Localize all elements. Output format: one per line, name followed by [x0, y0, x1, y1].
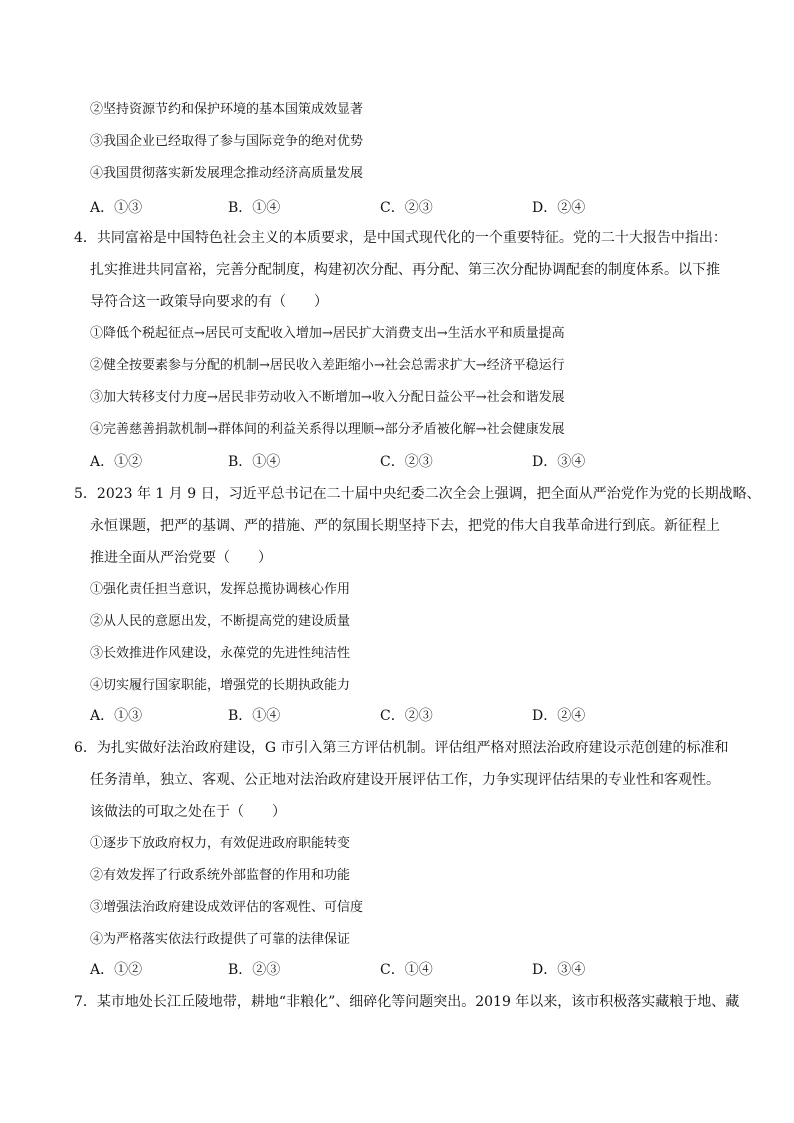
choice-b[interactable]: B．①④	[228, 708, 281, 724]
option-3: ③长效推进作风建设，永葆党的先进性纯洁性	[90, 646, 351, 661]
question-stem: 6．为扎实做好法治政府建设，G 市引入第三方评估机制。评估组严格对照法治政府建设示范创建的标准和	[74, 740, 729, 756]
option-2: ②从人民的意愿出发，不断提高党的建设质量	[90, 614, 351, 629]
option-4: ④为严格落实依法行政提供了可靠的法律保证	[90, 932, 351, 947]
choice-c[interactable]: C．②③	[380, 708, 433, 724]
answer-choices	[90, 960, 690, 980]
question-stem: 5．2023 年 1 月 9 日，习近平总书记在二十届中央纪委二次全会上强调，把全面从严治党作为党的长期战略、	[74, 486, 761, 502]
option-1: ①降低个税起征点→居民可支配收入增加→居民扩大消费支出→生活水平和质量提高	[90, 326, 565, 341]
choice-b[interactable]: B．①④	[228, 200, 281, 216]
question-stem: 7．某市地处长江丘陵地带，耕地“非粮化”、细碎化等问题突出。2019 年以来，该市积极落实藏粮于地、藏	[74, 994, 740, 1010]
option-1: ①逐步下放政府权力，有效促进政府职能转变	[90, 836, 351, 851]
answer-choices	[90, 198, 690, 218]
option-1: ①强化责任担当意识，发挥总揽协调核心作用	[90, 582, 351, 597]
choice-c[interactable]: C．②③	[380, 200, 433, 216]
choice-b[interactable]: B．②③	[228, 962, 281, 978]
question-stem-cont: 扎实推进共同富裕，完善分配制度，构建初次分配、再分配、第三次分配协调配套的制度体系。以下推	[90, 262, 720, 278]
choice-a[interactable]: A．①②	[90, 454, 143, 470]
question-stem-cont: 导符合这一政策导向要求的有（ ）	[90, 294, 328, 310]
choice-c[interactable]: C．①④	[380, 962, 433, 978]
question-stem-cont: 永恒课题，把严的基调、严的措施、严的氛围长期坚持下去，把党的伟大自我革命进行到底。新征程上	[90, 518, 720, 534]
question-stem-cont: 该做法的可取之处在于（ ）	[90, 804, 286, 820]
answer-choices	[90, 452, 690, 472]
choice-a[interactable]: A．①③	[90, 200, 143, 216]
choice-c[interactable]: C．②③	[380, 454, 433, 470]
choice-d[interactable]: D．③④	[532, 454, 586, 470]
option-4: ④完善慈善捐款机制→群体间的利益关系得以理顺→部分矛盾被化解→社会健康发展	[90, 422, 565, 437]
option-2: ②健全按要素参与分配的机制→居民收入差距缩小→社会总需求扩大→经济平稳运行	[90, 358, 565, 373]
option-4: ④我国贯彻落实新发展理念推动经济高质量发展	[90, 166, 364, 181]
option-4: ④切实履行国家职能，增强党的长期执政能力	[90, 678, 351, 693]
option-3: ③加大转移支付力度→居民非劳动收入不断增加→收入分配日益公平→社会和谐发展	[90, 390, 565, 405]
question-stem-cont: 任务清单，独立、客观、公正地对法治政府建设开展评估工作，力争实现评估结果的专业性和客观性。	[90, 772, 720, 788]
question-stem: 4．共同富裕是中国特色社会主义的本质要求，是中国式现代化的一个重要特征。党的二十大报告中指出：	[74, 230, 727, 246]
choice-d[interactable]: D．②④	[532, 708, 586, 724]
choice-a[interactable]: A．①②	[90, 962, 143, 978]
option-3: ③我国企业已经取得了参与国际竞争的绝对优势	[90, 134, 364, 149]
option-2: ②坚持资源节约和保护环境的基本国策成效显著	[90, 102, 364, 117]
question-stem-cont: 推进全面从严治党要（ ）	[90, 550, 272, 566]
choice-d[interactable]: D．②④	[532, 200, 586, 216]
choice-d[interactable]: D．③④	[532, 962, 586, 978]
choice-a[interactable]: A．①③	[90, 708, 143, 724]
choice-b[interactable]: B．①④	[228, 454, 281, 470]
option-3: ③增强法治政府建设成效评估的客观性、可信度	[90, 900, 364, 915]
answer-choices	[90, 706, 690, 726]
option-2: ②有效发挥了行政系统外部监督的作用和功能	[90, 868, 351, 883]
